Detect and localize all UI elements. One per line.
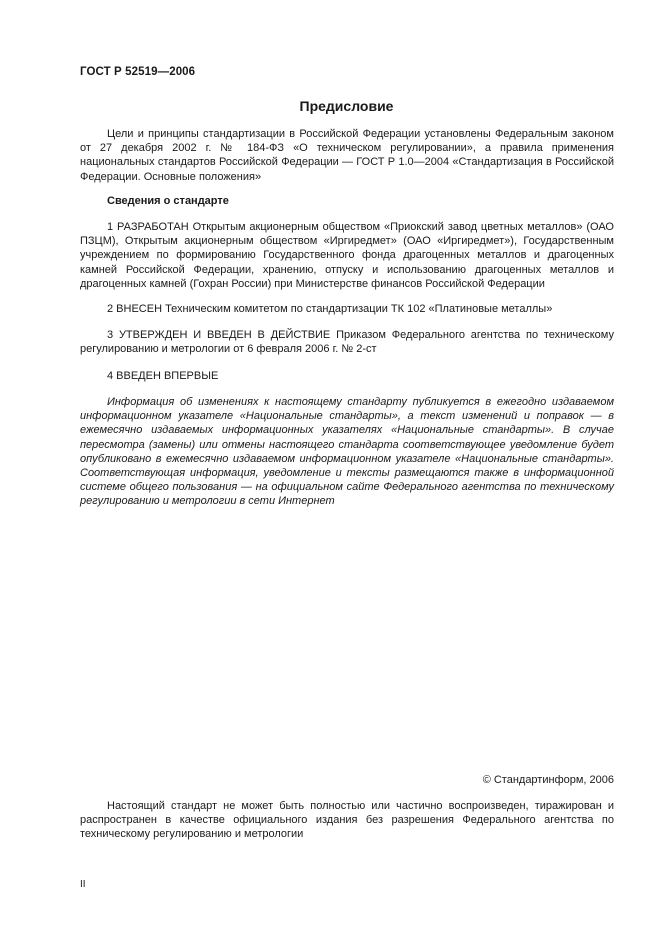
changes-notice: Информация об изменениях к настоящему стандарту публикуется в ежегодно издаваемом информационном указателе «Национальные стандарты», а текст изменений и поправок — в ежемесячно издаваемых информационных указателях «Национальные стандарты». В случае пересмотра (замены) или отмены настоящего стандарта соответствующее уведомление будет опубликовано в ежемесячно издаваемом информационном указателе «Национальные стандарты». Соответствующая информация, уведомление и тексты размещаются также в информационной системе общего пользования — на официальном сайте Федерального агентства по техническому регулированию и метрологии в сети Интернет <box>80 396 614 508</box>
copyright-line: © Стандартинформ, 2006 <box>482 774 614 786</box>
standard-info-item: 2 ВНЕСЕН Техническим комитетом по стандартизации ТК 102 «Платиновые металлы» <box>107 303 553 315</box>
document-header: ГОСТ Р 52519—2006 <box>80 66 196 78</box>
page-number: II <box>80 879 86 890</box>
standard-info-heading: Сведения о стандарте <box>107 195 229 207</box>
standard-info-item: 1 РАЗРАБОТАН Открытым акционерным обществом «Приокский завод цветных металлов» (ОАО ПЗЦМ), Открытым акционерным обществом «Иргиредмет» (ОАО «Иргиредмет»), Государственным учреждением по формированию Государственного фонда драгоценных металлов и драгоценных камней Российской Федерации, хранению, отпуску и использованию драгоценных металлов и драгоценных камней (Гохран России) при Министерстве финансов Российской Федерации <box>80 221 614 290</box>
preface-intro: Цели и принципы стандартизации в Российской Федерации установлены Федеральным законом от 27 декабря 2002 г. № 184-ФЗ «О техническом регулировании», а правила применения национальных стандартов Российской Федерации — ГОСТ Р 1.0—2004 «Стандартизация в Российской Федерации. Основные положения» <box>80 128 614 183</box>
page-title: Предисловие <box>299 98 394 114</box>
standard-info-item: 4 ВВЕДЕН ВПЕРВЫЕ <box>107 370 219 382</box>
reproduction-notice: Настоящий стандарт не может быть полностью или частично воспроизведен, тиражирован и распространен в качестве официального издания без разрешения Федерального агентства по техническому регулированию и метрологии <box>80 800 614 841</box>
standard-info-item: 3 УТВЕРЖДЕН И ВВЕДЕН В ДЕЙСТВИЕ Приказом Федерального агентства по техническому регулированию и метрологии от 6 февраля 2006 г. № 2-ст <box>80 329 614 356</box>
